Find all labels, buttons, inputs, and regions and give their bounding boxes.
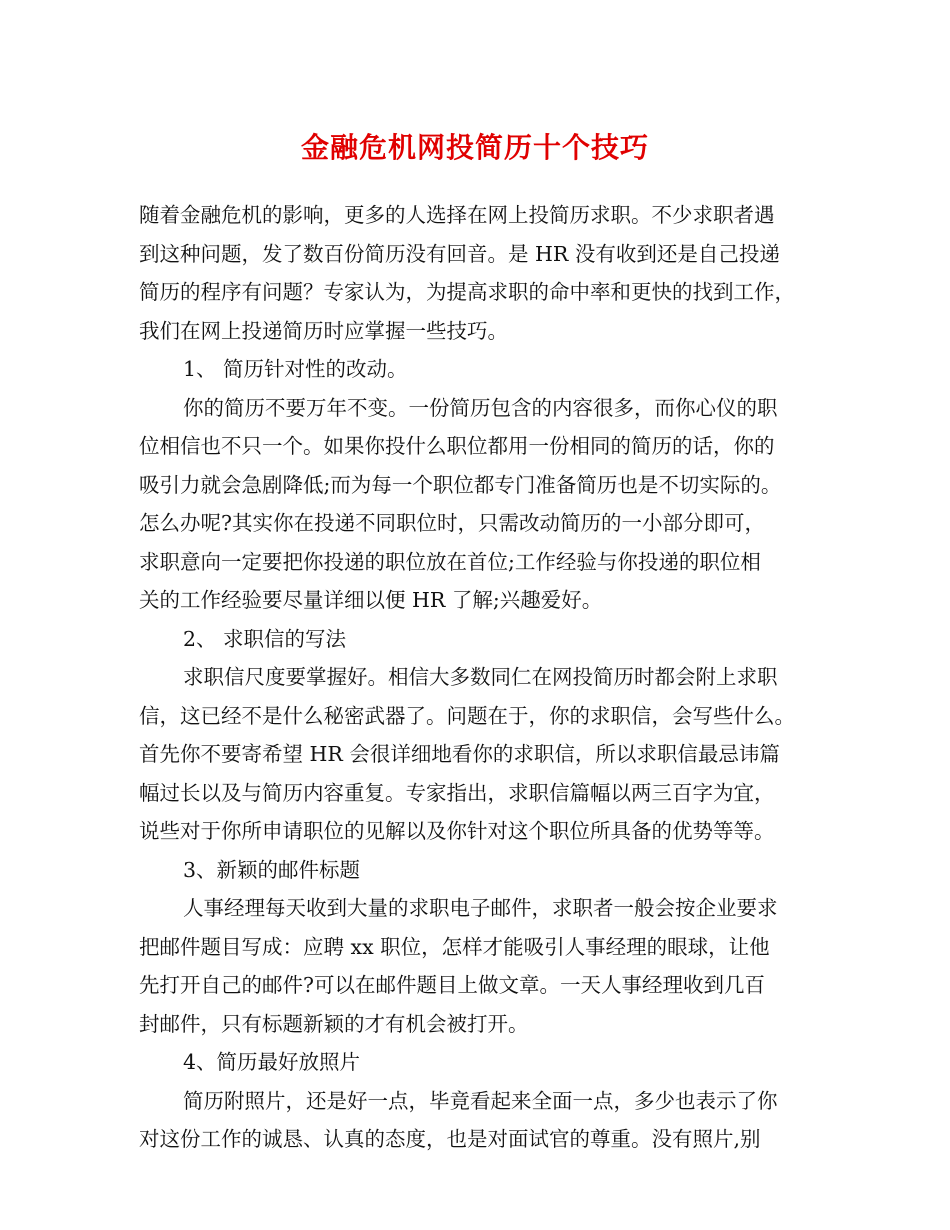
body-line: 简历附照片，还是好一点，毕竟看起来全面一点，多少也表示了你 <box>183 1088 778 1113</box>
document-title: 金融危机网投简历十个技巧 <box>300 131 649 164</box>
body-line: 先打开自己的邮件?可以在邮件题目上做文章。一天人事经理收到几百 <box>139 973 765 997</box>
body-line: 3、新颖的邮件标题 <box>183 857 361 882</box>
body-line: 求职信尺度要掌握好。相信大多数同仁在网投简历时都会附上求职 <box>183 665 778 689</box>
body-line: 4、简历最好放照片 <box>183 1050 361 1074</box>
body-line: 1、 简历针对性的改动。 <box>183 357 408 381</box>
body-line: 对这份工作的诚恳、认真的态度，也是对面试官的尊重。没有照片,别 <box>139 1127 761 1151</box>
body-line: 吸引力就会急剧降低;而为每一个职位都专门准备简历也是不切实际的。 <box>139 472 782 497</box>
body-line: 封邮件，只有标题新颖的才有机会被打开。 <box>139 1011 529 1036</box>
body-line: 2、 求职信的写法 <box>183 626 347 651</box>
document-body <box>139 196 829 1159</box>
body-line: 说些对于你所申请职位的见解以及你针对这个职位所具备的优势等等。 <box>139 819 775 843</box>
body-line: 首先你不要寄希望 HR 会很详细地看你的求职信，所以求职信最忌讳篇 <box>139 742 780 766</box>
body-line: 求职意向一定要把你投递的职位放在首位;工作经验与你投递的职位相 <box>139 549 761 574</box>
body-line: 随着金融危机的影响，更多的人选择在网上投简历求职。不少求职者遇 <box>139 203 775 227</box>
body-line: 怎么办呢?其实你在投递不同职位时，只需改动简历的一小部分即可， <box>139 511 765 535</box>
body-line: 你的简历不要万年不变。一份简历包含的内容很多，而你心仪的职 <box>183 395 778 420</box>
body-line: 把邮件题目写成：应聘 xx 职位，怎样才能吸引人事经理的眼球，让他 <box>139 934 770 959</box>
body-line: 位相信也不只一个。如果你投什么职位都用一份相同的简历的话，你的 <box>139 434 775 458</box>
body-line: 到这种问题，发了数百份简历没有回音。是 HR 没有收到还是自己投递 <box>139 241 780 266</box>
body-line: 我们在网上投递简历时应掌握一些技巧。 <box>139 318 508 343</box>
body-line: 幅过长以及与简历内容重复。专家指出，求职信篇幅以两三百字为宜， <box>139 780 775 805</box>
body-line: 人事经理每天收到大量的求职电子邮件，求职者一般会按企业要求 <box>183 896 778 920</box>
body-line: 简历的程序有问题？专家认为，为提高求职的命中率和更快的找到工作， <box>139 280 795 304</box>
body-line: 信，这已经不是什么秘密武器了。问题在于，你的求职信，会写些什么。 <box>139 703 795 728</box>
body-line: 关的工作经验要尽量详细以便 HR 了解;兴趣爱好。 <box>139 588 603 612</box>
